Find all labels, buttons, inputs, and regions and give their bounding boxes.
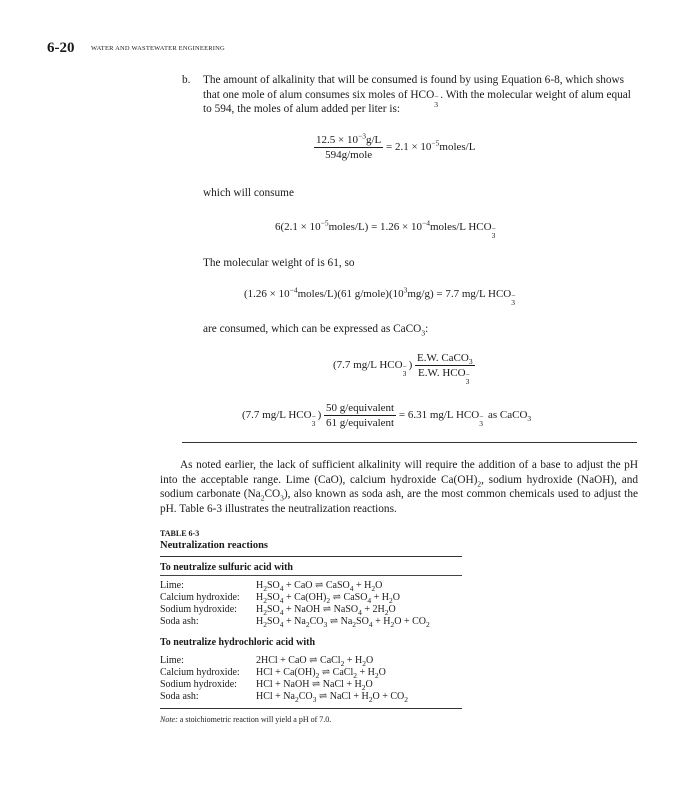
section-hydrochloric-acid: To neutralize hydrochloric acid with: [160, 637, 315, 648]
table-top-rule: [160, 556, 462, 557]
page-number: 6-20: [47, 40, 75, 56]
section-rule: [160, 575, 462, 576]
part-b-text-pre: The amount of alkalinity that will be consumed is found by using Equation 6-8, which shows that one mole of alum consumes six moles of HCO: [203, 74, 625, 101]
body-paragraph: As noted earlier, the lack of sufficient alkalinity will require the addition of a base to adjust the pH into the acceptable range. Lime (CaO), calcium hydroxide $Ca(OH)_2$, sodium hydroxide (NaOH), and sodium carbonate $(Na_2CO_3)$, also known as soda ash, are the most common chemicals used to adjust the pH. Table 6-3 illustrates the neutralization reactions.: [160, 459, 639, 515]
equation-bicarbonate-mass: $(1.26 \times 10^{-4}moles/L)(61$ $g/mole)(10^3mg/g) = 7.7$ mg/L HCO − 3: [244, 285, 516, 307]
text-which-will-consume: which will consume: [203, 187, 294, 199]
running-title: WATER AND WASTEWATER ENGINEERING: [91, 45, 225, 52]
table-note: Note: a stoichiometric reaction will yield a pH of 7.0.: [160, 715, 332, 724]
text-expressed-as-caco3: are consumed, which can be expressed as CaCO$_3$:: [203, 323, 429, 338]
section-sulfuric-acid: To neutralize sulfuric acid with: [160, 562, 293, 573]
table-6-3: TABLE 6-3 Neutralization reactions To neutralize sulfuric acid with Lime: $H_2SO_4$ + CaO ⇌ CaSO$_4$ + $H_2O$ Calcium hydroxide: $H_2SO_4 + Ca(OH)_2$ ⇌ CaSO$_4$ + $H_2O$ Sodium hydroxide: $H_2SO_4$ + NaOH ⇌ NaSO$_4$ + $2H_2O$ Soda ash: $H_2SO_4 + Na_2CO_3$ ⇌ $Na_2SO_4 + H_2O + CO_2$ To neutralize hydrochloric acid with Lime: 2HCl + CaO ⇌ CaCl$_2$ + $H_2O$ Calcium hydroxide: HCl + $Ca(OH)_2$ ⇌ CaCl$_2$ + $H_2O$ Sodium hydroxide: HCl + NaOH ⇌ NaCl + $H_2O$ Soda ash: HCl + $Na_2CO_3$ ⇌ NaCl + $H_2O + CO_2$ Note: a stoichiometric reaction will yield a pH of 7.0.: [160, 528, 462, 728]
equation-caco3-result: (7.7 mg/L HCO − 3 ) $\frac{\text{50 g/equivalent}}{\text{61 g/equivalent}}$ = 6.31 mg/L HCO − 3 as CaCO$_3$: [242, 402, 532, 429]
table-bottom-rule: [160, 708, 462, 709]
table-caption: TABLE 6-3: [160, 529, 200, 538]
equation-bicarbonate-moles: $6(2.1 \times 10^{-5}moles/L) = 1.26$ × $10^{-4}moles/L$ HCO − 3: [275, 218, 496, 240]
part-b-text-post: . With the molecular weight of alum equal to 594, the moles of alum added per liter is:: [203, 88, 631, 115]
equation-moles-alum: [314, 131, 476, 161]
example-end-rule: [182, 442, 637, 443]
part-b-paragraph: b. The amount of alkalinity that will be consumed is found by using Equation 6-8, which shows that one mole of alum consumes six moles of HCO − 3 . With the molecular weight of alum equal to 594, the moles of alum added per liter is:: [182, 74, 631, 115]
eq1-fraction: $\frac{12.5 \times 10^{-3}g/L}{\text{594g/mole}}$: [316, 131, 382, 161]
eq1-result: = $2.1 \times 10^{-5}moles/L$: [385, 138, 476, 154]
text-molecular-weight: The molecular weight of is 61, so: [203, 257, 355, 269]
table-title: Neutralization reactions: [160, 540, 268, 551]
equation-equivalent-weight-ratio: (7.7 mg/L HCO − 3 ) E.W. CaCO$_3$ E.W. HCO − 3: [333, 352, 473, 386]
part-b-label: b.: [182, 74, 191, 86]
